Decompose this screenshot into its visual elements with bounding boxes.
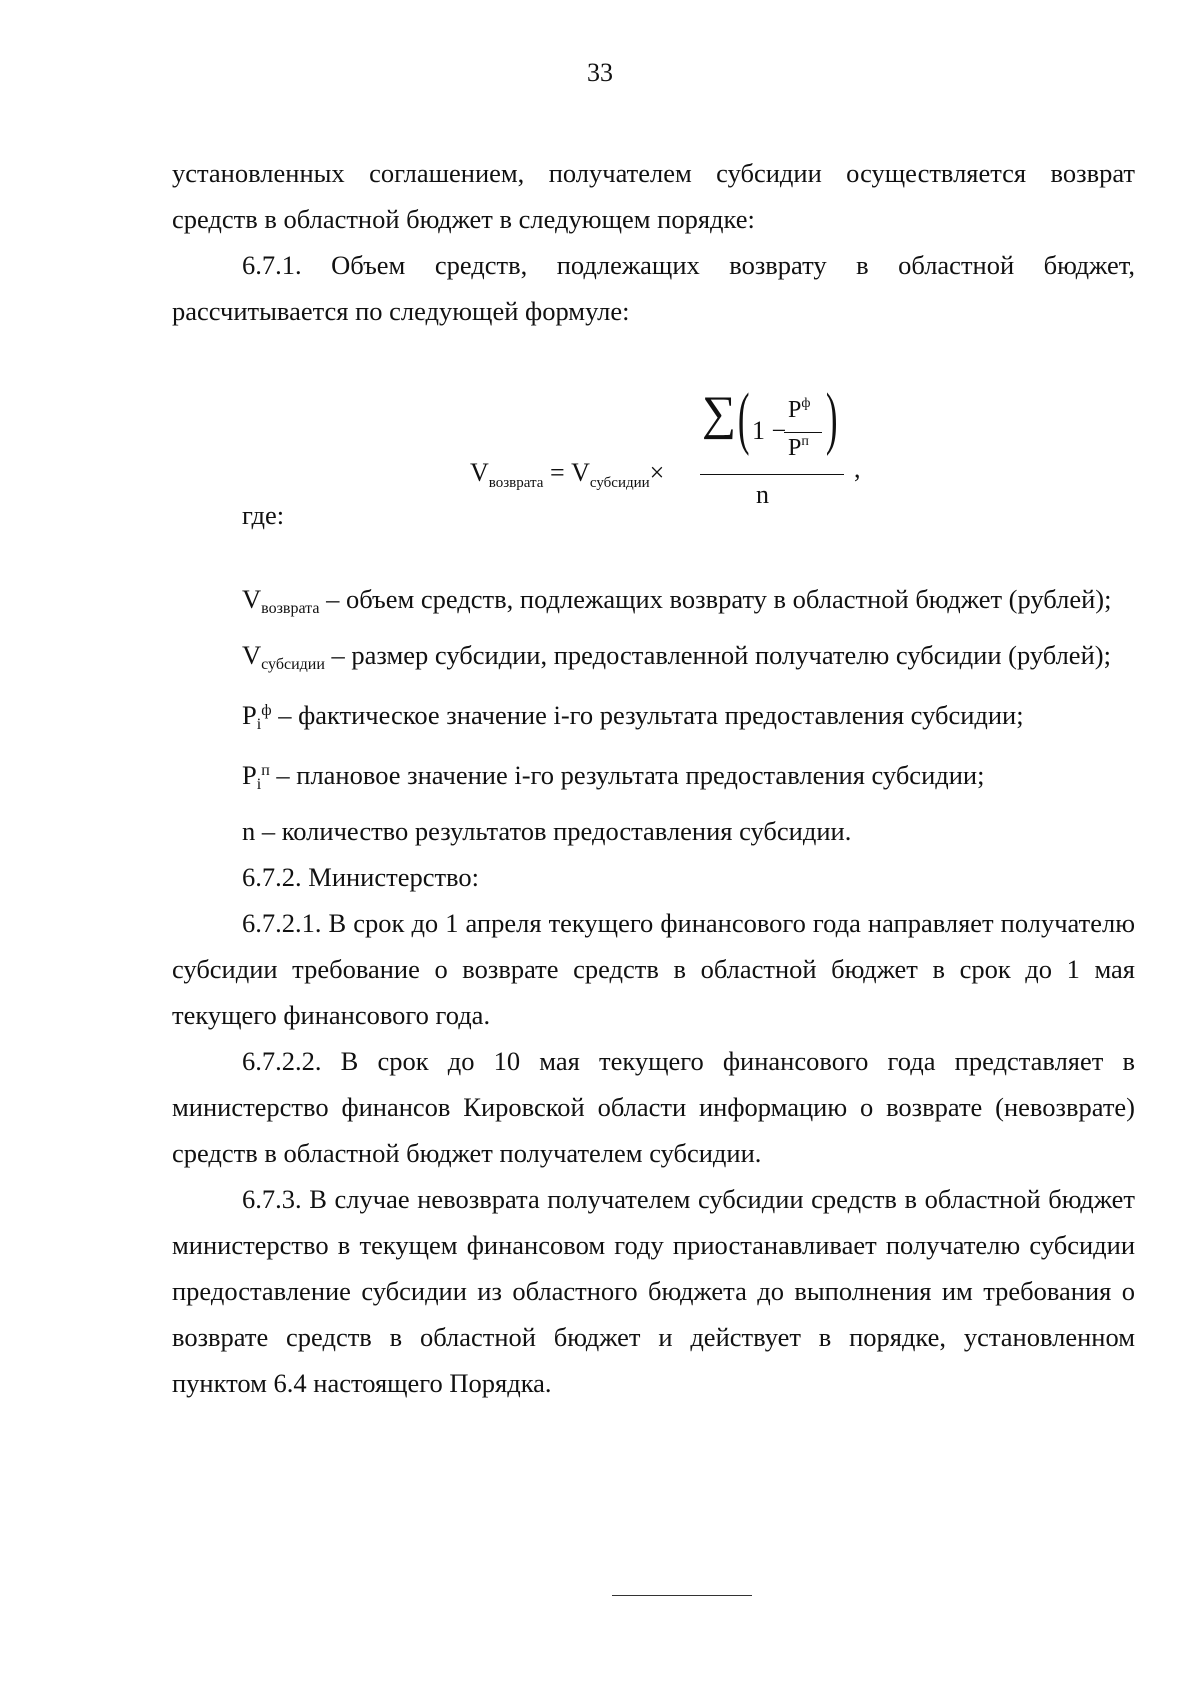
inner-fraction-line	[784, 432, 822, 433]
formula-p-plan: $P^п$	[788, 434, 809, 461]
definition-n: n – количество результатов предоставления субсидии.	[242, 816, 852, 846]
sigma-symbol: ∑	[702, 387, 737, 440]
intro-section	[172, 150, 1135, 334]
paragraph-6-7-3: 6.7.3. В случае невозврата получателем субсидии средств в областной бюджет министерство в текущем финансовом году приостанавливает получателю субсидии предоставление субсидии из областного бюджета до выполнения им требования о возврате средств в областной бюджет и действует в порядке, установленном пунктом 6.4 настоящего Порядка.	[172, 1184, 1135, 1398]
footer-divider	[612, 1595, 752, 1596]
definition-p-plan: $Pi^п$ – плановое значение i-го результата предоставления субсидии;	[242, 760, 985, 793]
page-number: 33	[587, 58, 613, 87]
definition-v-subsidy: Vсубсидии – размер субсидии, предоставленной получателю субсидии (рублей);	[242, 640, 1111, 673]
formula-lhs: $V_{возврата} = V_{субсидии}\times$	[470, 458, 665, 492]
where-section	[172, 492, 1135, 538]
definition-v-return: Vвозврата – объем средств, подлежащих возврату в областной бюджет (рублей);	[242, 584, 1112, 617]
left-paren: (	[737, 380, 750, 457]
main-fraction-line	[700, 474, 844, 475]
formula-comma: ,	[854, 454, 861, 483]
definitions-section	[172, 576, 1135, 1406]
paragraph-intro: установленных соглашением, получателем субсидии осуществляется возврат средств в областной бюджет в следующем порядке:	[172, 158, 1135, 234]
formula-p-fact: $P^ф$	[788, 396, 811, 423]
formula-denominator: n	[756, 480, 769, 509]
paragraph-6-7-2: 6.7.2. Министерство:	[242, 862, 479, 892]
paragraph-6-7-2-2: 6.7.2.2. В срок до 10 мая текущего финансового года представляет в министерство финансов Кировской области информацию о возврате (невозврате) средств в областной бюджет получателем субсидии.	[172, 1046, 1135, 1168]
right-paren: )	[825, 380, 838, 457]
paragraph-6-7-1: 6.7.1. Объем средств, подлежащих возврату в областной бюджет, рассчитывается по следующей формуле:	[172, 250, 1135, 326]
where-label: где:	[242, 500, 285, 530]
formula-one-minus: 1 −	[752, 416, 787, 445]
definition-p-fact: $Pi^ф$ – фактическое значение i-го результата предоставления субсидии;	[242, 700, 1024, 733]
paragraph-6-7-2-1: 6.7.2.1. В срок до 1 апреля текущего финансового года направляет получателю субсидии требование о возврате средств в областной бюджет в срок до 1 мая текущего финансового года.	[172, 908, 1135, 1030]
